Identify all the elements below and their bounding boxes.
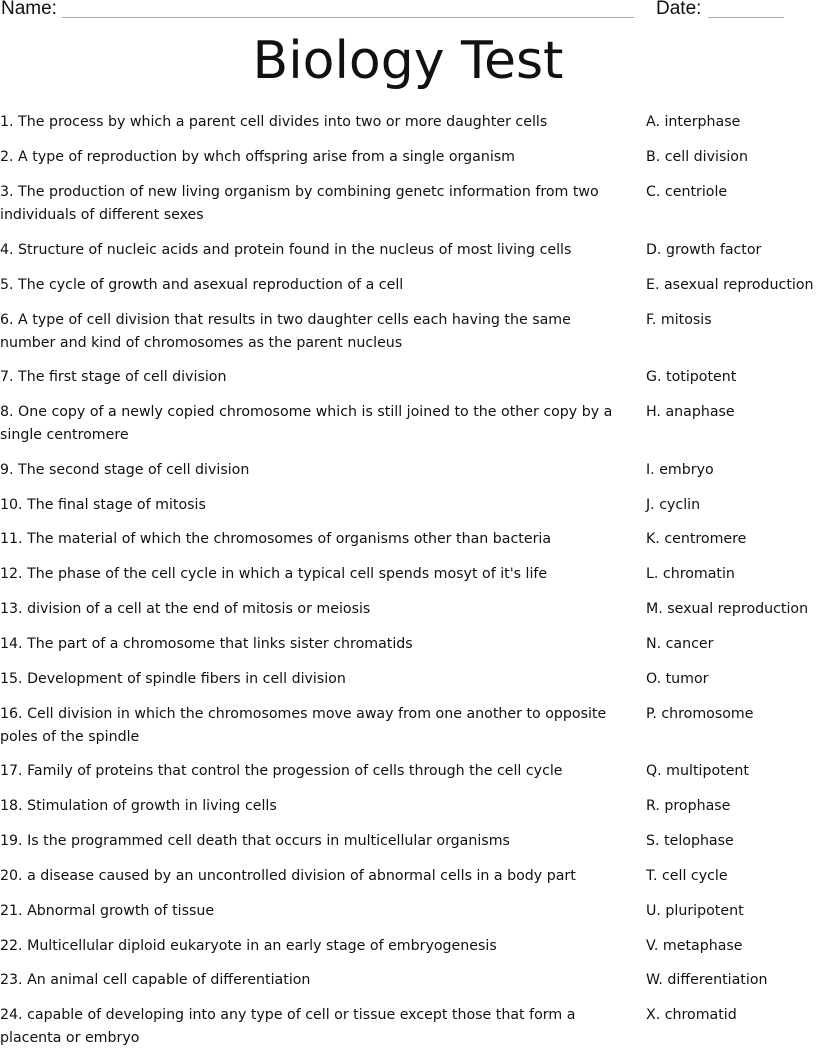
answer-option: N. cancer <box>646 636 714 652</box>
question-text: 4. Structure of nucleic acids and protein found in the nucleus of most living cells <box>0 242 572 258</box>
question-text: 9. The second stage of cell division <box>0 462 250 478</box>
answer-option: G. totipotent <box>646 369 737 385</box>
answer-option: R. prophase <box>646 798 731 814</box>
answer-option: D. growth factor <box>646 242 762 258</box>
question-text: 5. The cycle of growth and asexual reproduction of a cell <box>0 277 404 293</box>
question-text: 19. Is the programmed cell death that occurs in multicellular organisms <box>0 833 510 849</box>
answer-option: C. centriole <box>646 184 728 200</box>
answer-option: V. metaphase <box>646 938 743 954</box>
question-text: 24. capable of developing into any type of cell or tissue except those that form a placenta or embryo <box>0 1007 576 1046</box>
answer-option: Q. multipotent <box>646 763 749 779</box>
question-text: 14. The part of a chromosome that links sister chromatids <box>0 636 413 652</box>
question-text: 11. The material of which the chromosomes of organisms other than bacteria <box>0 531 552 547</box>
question-text: 21. Abnormal growth of tissue <box>0 903 215 919</box>
question-text: 23. An animal cell capable of differentiation <box>0 972 311 988</box>
answer-option: P. chromosome <box>646 706 754 722</box>
question-text: 3. The production of new living organism by combining genetc information from two individuals of different sexes <box>0 184 599 223</box>
question-text: 20. a disease caused by an uncontrolled division of abnormal cells in a body part <box>0 868 576 884</box>
question-text: 6. A type of cell division that results in two daughter cells each having the same number and kind of chromosomes as the parent nucleus <box>0 312 571 351</box>
question-text: 10. The final stage of mitosis <box>0 497 206 513</box>
header <box>0 0 816 24</box>
question-text: 17. Family of proteins that control the progession of cells through the cell cycle <box>0 763 563 779</box>
name-field[interactable] <box>62 17 634 18</box>
answer-option: X. chromatid <box>646 1007 737 1023</box>
answer-option: S. telophase <box>646 833 734 849</box>
date-field[interactable] <box>708 17 784 18</box>
answer-option: T. cell cycle <box>646 868 728 884</box>
answer-option: W. differentiation <box>646 972 768 988</box>
answer-option: B. cell division <box>646 149 748 165</box>
question-text: 18. Stimulation of growth in living cells <box>0 798 277 814</box>
question-text: 15. Development of spindle fibers in cell division <box>0 671 346 687</box>
name-label: Name: <box>1 0 57 19</box>
question-text: 1. The process by which a parent cell divides into two or more daughter cells <box>0 114 548 130</box>
question-text: 8. One copy of a newly copied chromosome which is still joined to the other copy by a single centromere <box>0 404 613 443</box>
answer-option: A. interphase <box>646 114 741 130</box>
question-text: 16. Cell division in which the chromosomes move away from one another to opposite poles of the spindle <box>0 706 607 745</box>
answer-option: K. centromere <box>646 531 747 547</box>
question-text: 7. The first stage of cell division <box>0 369 227 385</box>
question-text: 13. division of a cell at the end of mitosis or meiosis <box>0 601 371 617</box>
answer-option: J. cyclin <box>646 497 701 513</box>
answer-option: L. chromatin <box>646 566 735 582</box>
page-title: Biology Test <box>252 31 564 91</box>
answer-option: O. tumor <box>646 671 709 687</box>
question-text: 2. A type of reproduction by whch offspring arise from a single organism <box>0 149 515 165</box>
answer-option: H. anaphase <box>646 404 735 420</box>
answer-option: E. asexual reproduction <box>646 277 814 293</box>
answer-option: I. embryo <box>646 462 714 478</box>
date-label: Date: <box>656 0 702 19</box>
answer-option: F. mitosis <box>646 312 712 328</box>
question-text: 12. The phase of the cell cycle in which a typical cell spends mosyt of it's life <box>0 566 548 582</box>
answer-option: M. sexual reproduction <box>646 601 809 617</box>
answer-option: U. pluripotent <box>646 903 744 919</box>
question-text: 22. Multicellular diploid eukaryote in an early stage of embryogenesis <box>0 938 497 954</box>
